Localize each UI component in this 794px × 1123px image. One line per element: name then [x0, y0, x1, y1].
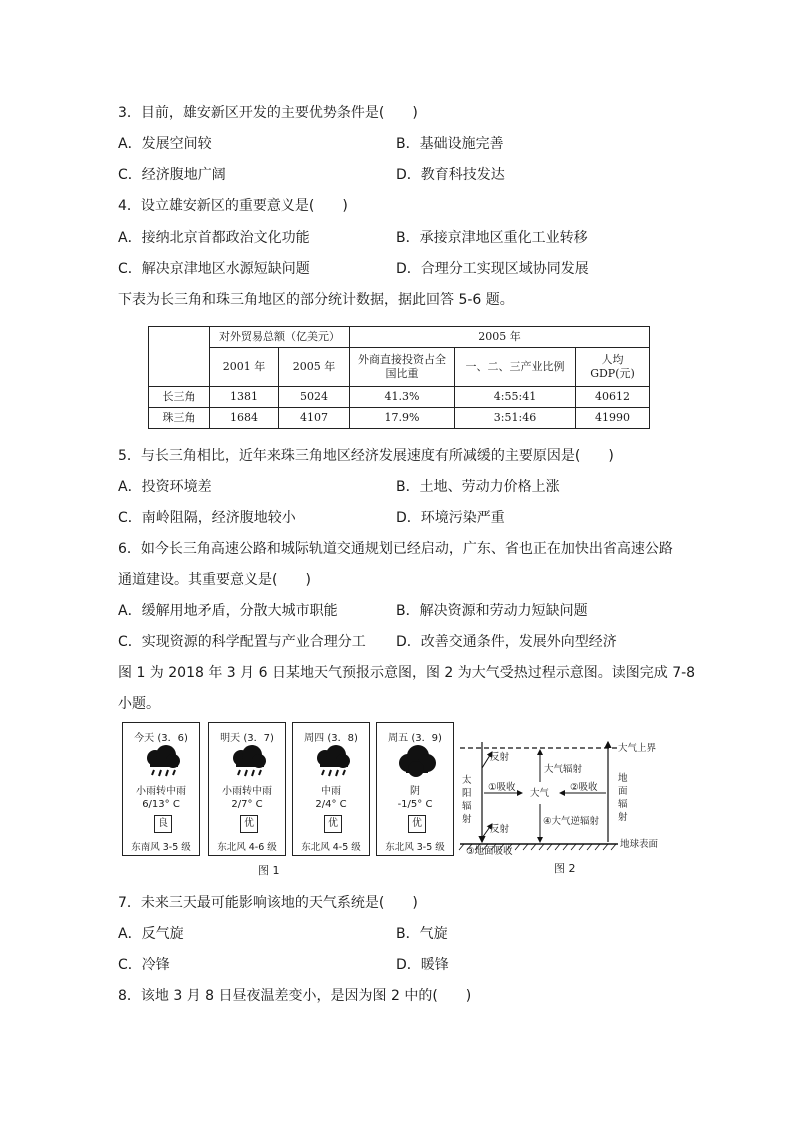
- forecast-wind: 东南风 3-5 级: [131, 842, 191, 853]
- ratio-cell: 3:51:46: [455, 408, 576, 429]
- q7-option-b: B．气旋: [396, 926, 448, 942]
- ground-char: 辐: [618, 799, 628, 810]
- region-cell: 长三角: [149, 387, 210, 408]
- absorb-1-label: ①吸收: [488, 782, 516, 793]
- q4-option-b: B．承接京津地区重化工业转移: [396, 230, 588, 246]
- rain-cloud-icon: [312, 745, 352, 779]
- reflection-ground-label: 反射: [490, 824, 510, 835]
- header-industry-ratio: 一、二、三产业比例: [455, 348, 576, 387]
- forecast-card-tomorrow: [208, 722, 286, 856]
- table-corner-cell: [149, 327, 210, 387]
- q6-option-c: C．实现资源的科学配置与产业合理分工: [118, 634, 366, 650]
- forecast-day: 周五 (3．9): [388, 733, 442, 744]
- forecast-temp: 6/13° C: [142, 799, 180, 810]
- q4-option-d: D．合理分工实现区域协同发展: [396, 261, 589, 277]
- table-row: [149, 408, 650, 429]
- ground-char: 面: [618, 786, 628, 797]
- ground-char: 地: [618, 773, 628, 784]
- question-7-stem: 7．未来三天最可能影响该地的天气系统是( ): [118, 895, 418, 911]
- solar-char: 射: [462, 814, 472, 825]
- counter-radiation-label: ④大气逆辐射: [543, 816, 600, 827]
- atmosphere-heating-diagram: [458, 738, 668, 860]
- forecast-card-thursday: [292, 722, 370, 856]
- forecast-temp: -1/5° C: [397, 799, 433, 810]
- forecast-desc: 小雨转中雨: [136, 786, 186, 797]
- header-trade-total: 对外贸易总额（亿美元）: [210, 327, 350, 348]
- q6-option-a: A．缓解用地矛盾，分散大城市职能: [118, 603, 338, 619]
- q5-option-b: B．土地、劳动力价格上涨: [396, 479, 560, 495]
- header-gdp-per-capita: 人均GDP(元): [576, 348, 650, 387]
- question-3-stem: 3．目前，雄安新区开发的主要优势条件是( ): [118, 105, 418, 121]
- header-fdi-share: 外商直接投资占全国比重: [350, 348, 455, 387]
- forecast-day: 今天 (3．6): [134, 733, 188, 744]
- atmospheric-radiation-label: 大气辐射: [544, 764, 583, 775]
- air-quality-badge: 优: [324, 815, 342, 833]
- region-cell: 珠三角: [149, 408, 210, 429]
- forecast-temp: 2/7° C: [231, 799, 263, 810]
- q4-option-a: A．接纳北京首都政治文化功能: [118, 230, 310, 246]
- solar-char: 阳: [462, 788, 472, 799]
- ground-char: 射: [618, 812, 628, 823]
- air-quality-badge: 良: [154, 815, 172, 833]
- q3-option-b: B．基础设施完善: [396, 136, 504, 152]
- fdi-cell: 41.3%: [350, 387, 455, 408]
- q5-option-a: A．投资环境差: [118, 479, 212, 495]
- figure-1-caption: 图 1: [258, 864, 280, 877]
- question-6-stem-line1: 6．如今长三角高速公路和城际轨道交通规划已经启动，广东、省也正在加快出省高速公路: [118, 541, 673, 557]
- q3-option-d: D．教育科技发达: [396, 167, 505, 183]
- overcast-cloud-icon: [396, 745, 436, 779]
- top-of-atmosphere-label: 大气上界: [618, 743, 657, 754]
- earth-surface-label: 地球表面: [620, 839, 659, 850]
- q3-option-a: A．发展空间较: [118, 136, 212, 152]
- air-quality-badge: 优: [240, 815, 258, 833]
- solar-char: 太: [462, 775, 472, 786]
- gdp-cell: 40612: [576, 387, 650, 408]
- forecast-desc: 小雨转中雨: [222, 786, 272, 797]
- fdi-cell: 17.9%: [350, 408, 455, 429]
- question-4-stem: 4．设立雄安新区的重要意义是( ): [118, 198, 348, 214]
- question-8-stem: 8．该地 3 月 8 日昼夜温差变小，是因为图 2 中的( ): [118, 988, 472, 1004]
- forecast-wind: 东北风 3-5 级: [385, 842, 445, 853]
- question-6-stem-line2: 通道建设。其重要意义是( ): [118, 572, 311, 588]
- gdp-cell: 41990: [576, 408, 650, 429]
- q7-option-d: D．暖锋: [396, 957, 449, 973]
- figure-intro-line1: 图 1 为 2018 年 3 月 6 日某地天气预报示意图，图 2 为大气受热过程示意图。读图完成 7-8: [118, 665, 696, 681]
- forecast-wind: 东北风 4-5 级: [301, 842, 361, 853]
- forecast-day: 周四 (3．8): [304, 733, 358, 744]
- header-2005: 2005 年: [350, 327, 650, 348]
- ratio-cell: 4:55:41: [455, 387, 576, 408]
- solar-radiation-label: [462, 774, 472, 826]
- figure-2-caption: 图 2: [554, 862, 576, 875]
- forecast-card-friday: [376, 722, 454, 856]
- forecast-desc: 阴: [410, 786, 420, 797]
- absorb-2-label: ②吸收: [570, 782, 598, 793]
- trade-2005-cell: 5024: [279, 387, 350, 408]
- trade-2001-cell: 1684: [210, 408, 279, 429]
- header-year-2005: 2005 年: [279, 348, 350, 387]
- forecast-desc: 中雨: [321, 786, 341, 797]
- atmosphere-label: 大气: [530, 788, 550, 799]
- q6-option-b: B．解决资源和劳动力短缺问题: [396, 603, 588, 619]
- header-year-2001: 2001 年: [210, 348, 279, 387]
- ground-radiation-label: [618, 772, 628, 824]
- solar-char: 辐: [462, 801, 472, 812]
- forecast-day: 明天 (3．7): [220, 733, 274, 744]
- trade-2005-cell: 4107: [279, 408, 350, 429]
- forecast-temp: 2/4° C: [315, 799, 347, 810]
- air-quality-badge: 优: [408, 815, 426, 833]
- table-row: [149, 387, 650, 408]
- forecast-wind: 东北风 4-6 级: [217, 842, 277, 853]
- q7-option-c: C．冷锋: [118, 957, 170, 973]
- question-5-stem: 5．与长三角相比，近年来珠三角地区经济发展速度有所减缓的主要原因是( ): [118, 448, 614, 464]
- statistics-table: [148, 326, 650, 429]
- figure-intro-line2: 小题。: [118, 696, 160, 712]
- forecast-card-today: [122, 722, 200, 856]
- reflection-top-label: 反射: [490, 752, 510, 763]
- q4-option-c: C．解决京津地区水源短缺问题: [118, 261, 310, 277]
- table-intro: 下表为长三角和珠三角地区的部分统计数据，据此回答 5-6 题。: [118, 292, 514, 308]
- rain-cloud-icon: [228, 745, 268, 779]
- rain-cloud-icon: [142, 745, 182, 779]
- q6-option-d: D．改善交通条件，发展外向型经济: [396, 634, 617, 650]
- q5-option-d: D．环境污染严重: [396, 510, 505, 526]
- q5-option-c: C．南岭阻隔，经济腹地较小: [118, 510, 296, 526]
- ground-absorb-label: ③地面吸收: [466, 846, 513, 857]
- trade-2001-cell: 1381: [210, 387, 279, 408]
- q3-option-c: C．经济腹地广阔: [118, 167, 226, 183]
- q7-option-a: A．反气旋: [118, 926, 184, 942]
